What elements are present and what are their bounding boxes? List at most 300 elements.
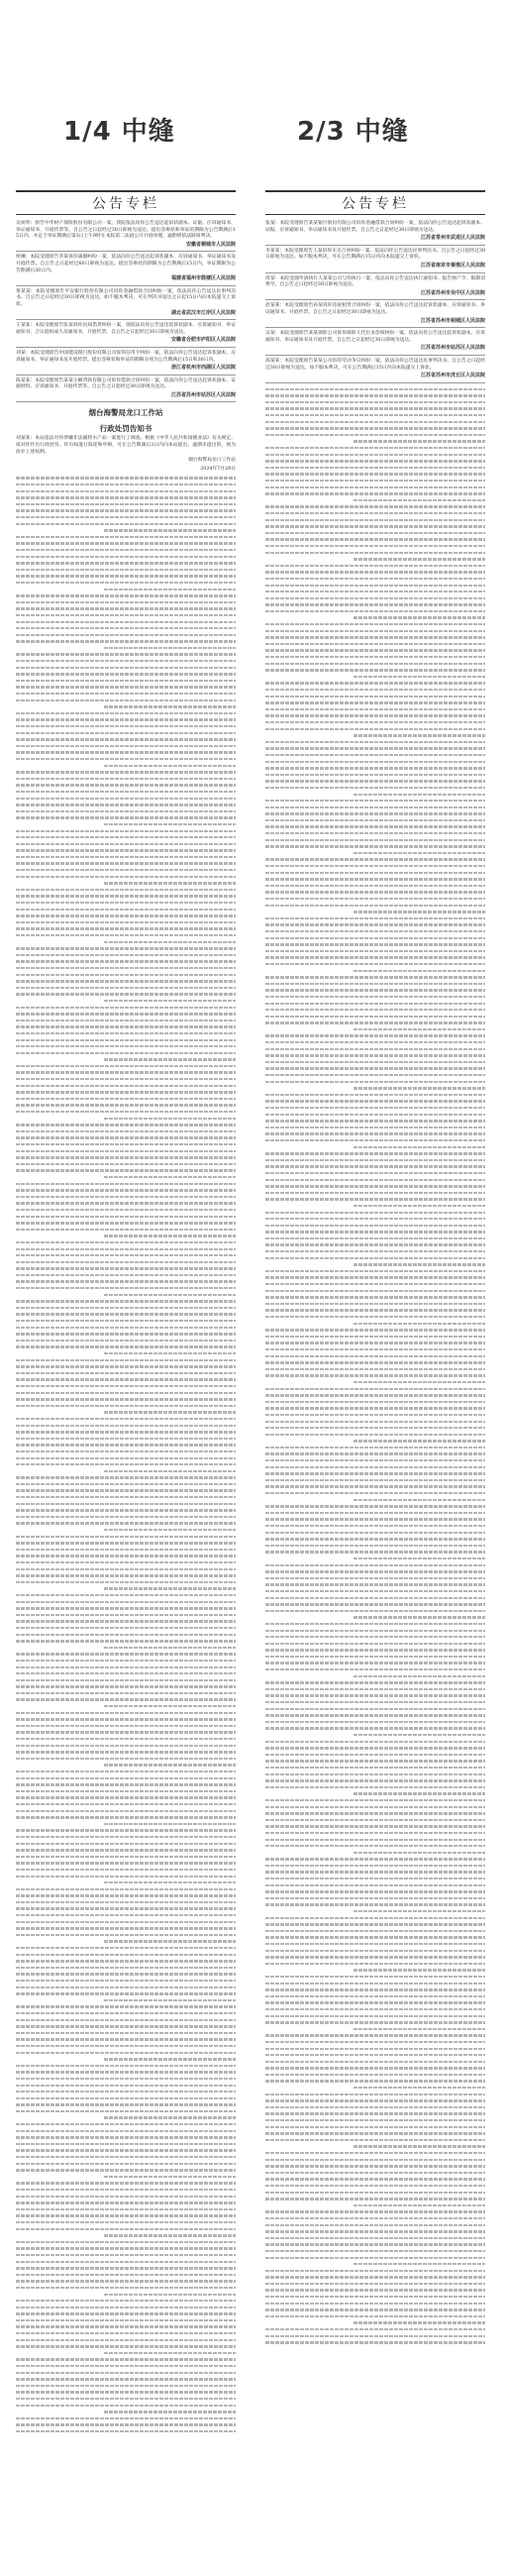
small-print-line	[265, 2326, 485, 2333]
small-print-line	[16, 1109, 236, 1116]
small-print-line	[265, 1072, 485, 1079]
small-print-line	[16, 1376, 236, 1383]
small-print-line	[265, 2163, 485, 2170]
small-print-line	[265, 576, 485, 583]
small-print-line	[354, 497, 485, 504]
small-print-line	[16, 1919, 236, 1926]
small-print-line	[265, 1543, 485, 1550]
small-print-line	[16, 1781, 236, 1788]
small-print-line	[265, 2281, 485, 2288]
small-print-line	[265, 1961, 485, 1968]
small-print-line	[16, 1128, 236, 1135]
small-print-line	[16, 919, 236, 926]
small-print-line	[265, 1503, 485, 1510]
small-print-line	[265, 445, 485, 452]
small-print-line	[16, 874, 236, 881]
notice-divider	[265, 272, 485, 273]
notice-divider	[265, 382, 485, 383]
small-print-line	[16, 2101, 236, 2108]
small-print-line	[16, 723, 236, 730]
small-print-line	[265, 1130, 485, 1137]
small-print-line	[104, 1292, 236, 1299]
small-print-line	[265, 536, 485, 543]
small-print-line	[104, 1938, 236, 1945]
small-print-line	[265, 1523, 485, 1530]
column-body	[16, 221, 236, 2435]
small-print-line	[104, 1468, 236, 1475]
small-print-line	[265, 1863, 485, 1870]
small-print-line	[16, 1723, 236, 1730]
small-print-line	[16, 540, 236, 547]
small-print-line	[265, 1301, 485, 1308]
small-print-line	[265, 2307, 485, 2313]
small-print-line	[16, 1559, 236, 1566]
small-print-line	[16, 1651, 236, 1658]
small-print-line	[265, 1327, 485, 1334]
small-print-line	[354, 1908, 485, 1915]
small-print-line	[265, 458, 485, 465]
small-print-line	[265, 1921, 485, 1928]
small-print-line	[16, 1089, 236, 1096]
small-print-line	[16, 1018, 236, 1024]
small-print-line	[265, 2313, 485, 2320]
small-print-line	[354, 1614, 485, 1621]
small-print-line	[265, 550, 485, 557]
small-print-line	[265, 1647, 485, 1654]
notice-divider	[16, 347, 236, 348]
small-print-line	[104, 2174, 236, 2181]
notice-paragraph: 王某某：本院受理原告张某诉你民间借贷纠纷一案，现依法向你公告送达起诉状副本、应诉通知书、举证通知书、合议庭组成人员通知书、开庭传票。自公告之日起经过30日即视为送达。	[16, 323, 236, 335]
small-print-line	[16, 1461, 236, 1468]
small-print-line	[16, 592, 236, 599]
small-print-line	[354, 1732, 485, 1739]
small-print-line	[16, 1194, 236, 1201]
small-print-line	[265, 1601, 485, 1608]
small-print-line	[265, 1530, 485, 1537]
small-print-line	[16, 501, 236, 508]
small-print-line	[16, 2305, 236, 2311]
small-print-line	[16, 887, 236, 894]
small-print-line	[16, 932, 236, 939]
small-print-line	[16, 1729, 236, 1736]
notice-paragraph: 李某某：本院受理原告王某诉你买卖合同纠纷一案，依法向你公告送达民事判决书。自公告之日起经过30日即视为送达。如不服本判决，可在公告期满后15日内向本院递交上诉状。	[265, 248, 485, 261]
small-print-line	[265, 1445, 485, 1451]
small-print-line	[265, 2137, 485, 2144]
small-print-line	[16, 1436, 236, 1443]
small-print-line	[265, 2046, 485, 2053]
small-print-line	[265, 941, 485, 948]
small-print-line	[265, 1007, 485, 1014]
small-print-line	[265, 412, 485, 419]
small-print-line	[265, 667, 485, 674]
small-print-line	[265, 490, 485, 497]
small-print-line	[16, 658, 236, 665]
small-print-line	[265, 2228, 485, 2235]
small-print-line	[104, 2232, 236, 2239]
small-print-line	[265, 726, 485, 733]
notice-issuer: 江苏省常州市武进区人民法院	[420, 235, 485, 242]
small-print-line	[265, 452, 485, 459]
small-print-line	[16, 1063, 236, 1070]
notice-divider	[265, 299, 485, 300]
small-print-line	[265, 1621, 485, 1628]
small-print-line	[265, 510, 485, 517]
small-print-line	[265, 2333, 485, 2340]
small-print-line	[354, 1438, 485, 1445]
small-print-line	[104, 527, 236, 534]
small-print-line	[265, 1516, 485, 1523]
small-print-line	[16, 907, 236, 913]
small-print-line	[16, 1357, 236, 1364]
small-print-line	[265, 830, 485, 837]
small-print-line	[16, 2128, 236, 2135]
small-print-line	[265, 1112, 485, 1119]
small-print-line	[265, 1915, 485, 1922]
small-print-line	[265, 478, 485, 484]
small-print-line	[265, 2287, 485, 2294]
small-print-line	[265, 1314, 485, 1321]
small-print-line	[16, 1076, 236, 1083]
small-print-line	[16, 2063, 236, 2070]
small-print-line	[354, 2319, 485, 2326]
small-print-line	[16, 2337, 236, 2344]
small-print-line	[16, 2245, 236, 2252]
small-print-line	[16, 860, 236, 867]
small-print-line	[16, 1736, 236, 1743]
small-print-line	[16, 893, 236, 900]
small-print-line	[16, 2154, 236, 2161]
notice-divider	[265, 245, 485, 246]
small-print-line	[16, 1370, 236, 1377]
small-print-line	[265, 1001, 485, 1008]
small-print-text-block	[16, 475, 236, 2434]
small-print-line	[354, 1673, 485, 1680]
small-print-line	[104, 880, 236, 887]
notice-divider	[16, 375, 236, 376]
small-print-line	[354, 968, 485, 975]
small-print-line	[16, 612, 236, 619]
small-print-line	[16, 1905, 236, 1912]
small-print-line	[16, 2219, 236, 2226]
small-print-line	[265, 2117, 485, 2124]
small-print-line	[16, 1318, 236, 1325]
small-print-line	[265, 974, 485, 981]
notice-column-left	[16, 190, 236, 2566]
small-print-line	[16, 2212, 236, 2219]
small-print-line	[265, 1137, 485, 1144]
small-print-line	[354, 2085, 485, 2092]
small-print-line	[16, 1305, 236, 1312]
small-print-line	[16, 1187, 236, 1194]
small-print-line	[104, 1350, 236, 1357]
small-print-line	[16, 482, 236, 488]
small-print-line	[16, 1912, 236, 1919]
small-print-line	[16, 1952, 236, 1959]
small-print-line	[265, 1274, 485, 1281]
small-print-line	[104, 1233, 236, 1239]
small-print-line	[265, 1216, 485, 1223]
small-print-line	[265, 805, 485, 811]
notice-issuer: 江苏省苏州市相城区人民法院	[420, 317, 485, 324]
notice-heading: 行政处罚告知书	[99, 424, 152, 434]
small-print-line	[354, 792, 485, 799]
small-print-line	[16, 867, 236, 874]
small-print-line	[16, 978, 236, 985]
small-print-line	[16, 2323, 236, 2330]
small-print-line	[265, 1856, 485, 1863]
small-print-line	[16, 638, 236, 645]
small-print-line	[16, 1612, 236, 1619]
small-print-line	[265, 563, 485, 570]
small-print-line	[265, 1660, 485, 1666]
notice-issuer: 江苏省苏州市姑苏区人民法院	[420, 345, 485, 352]
small-print-line	[265, 1039, 485, 1046]
small-print-line	[265, 2097, 485, 2104]
small-print-line	[265, 2104, 485, 2111]
small-print-line	[104, 587, 236, 593]
small-print-line	[265, 712, 485, 719]
small-print-line	[16, 1134, 236, 1141]
small-print-line	[104, 763, 236, 770]
small-print-line	[16, 985, 236, 992]
small-print-line	[16, 796, 236, 803]
small-print-line	[16, 1971, 236, 1978]
small-print-line	[16, 1514, 236, 1521]
small-print-line	[265, 1758, 485, 1765]
small-print-line	[16, 2239, 236, 2246]
small-print-line	[16, 1841, 236, 1848]
small-print-line	[265, 1739, 485, 1746]
small-print-line	[16, 736, 236, 743]
small-print-line	[16, 1383, 236, 1390]
small-print-line	[265, 1294, 485, 1301]
small-print-line	[265, 654, 485, 661]
small-print-line	[16, 1246, 236, 1253]
small-print-line	[265, 1974, 485, 1981]
small-print-line	[16, 2278, 236, 2285]
small-print-line	[265, 1425, 485, 1432]
small-print-line	[265, 1196, 485, 1203]
small-print-line	[104, 1703, 236, 1710]
small-print-line	[265, 1797, 485, 1804]
small-print-line	[265, 1477, 485, 1484]
small-print-line	[104, 939, 236, 946]
small-print-line	[16, 1847, 236, 1854]
small-print-line	[16, 2265, 236, 2272]
small-print-line	[16, 1181, 236, 1188]
small-print-line	[104, 2056, 236, 2063]
small-print-line	[265, 1575, 485, 1582]
small-print-line	[354, 2202, 485, 2209]
small-print-line	[16, 605, 236, 612]
small-print-line	[16, 534, 236, 541]
column-body	[265, 221, 485, 2346]
notice-issuer: 安徽省桐城市人民法院	[185, 241, 236, 248]
small-print-line	[265, 2150, 485, 2157]
notice-paragraph: 张某：本院受理原告某某银行股份有限公司诉你金融借款合同纠纷一案，依法向你公告送达起诉状副本、证据、应诉通知书、举证通知书及开庭传票。自公告之日起经过30日即视为送达。	[265, 221, 485, 233]
small-print-line	[16, 2226, 236, 2233]
small-print-line	[265, 1105, 485, 1112]
small-print-line	[265, 752, 485, 759]
small-print-line	[16, 2141, 236, 2148]
small-print-line	[16, 1474, 236, 1481]
small-print-line	[265, 823, 485, 830]
small-print-line	[265, 399, 485, 406]
small-print-line	[265, 2032, 485, 2039]
small-print-line	[16, 912, 236, 919]
small-print-line	[16, 1814, 236, 1821]
small-print-line	[265, 1065, 485, 1072]
small-print-line	[265, 863, 485, 870]
small-print-line	[16, 1442, 236, 1449]
small-print-line	[265, 1510, 485, 1517]
small-print-line	[354, 2261, 485, 2268]
small-print-text-block	[265, 386, 485, 2346]
small-print-line	[16, 1083, 236, 1090]
small-print-line	[16, 521, 236, 528]
small-print-line	[265, 1934, 485, 1941]
small-print-line	[16, 547, 236, 554]
small-print-line	[265, 1654, 485, 1661]
small-print-line	[16, 2167, 236, 2174]
small-print-line	[16, 1756, 236, 1763]
small-print-line	[16, 1214, 236, 1221]
small-print-line	[265, 589, 485, 595]
small-print-line	[16, 841, 236, 848]
notice-paragraph: 吴某：本院受理原告某某保险公司诉你保险人代位求偿权纠纷一案，依法向你公告送达起诉状副本、应诉通知书、举证通知书及开庭传票。自公告之日起经过30日即视为送达。	[265, 331, 485, 343]
small-print-line	[265, 2092, 485, 2098]
small-print-line	[16, 1925, 236, 1932]
small-print-line	[265, 386, 485, 393]
small-print-line	[16, 2363, 236, 2370]
small-print-line	[16, 1520, 236, 1527]
small-print-line	[16, 488, 236, 495]
small-print-line	[265, 739, 485, 746]
small-print-line	[354, 850, 485, 857]
small-print-line	[265, 981, 485, 988]
small-print-line	[16, 1801, 236, 1808]
small-print-line	[16, 1403, 236, 1410]
small-print-line	[265, 1536, 485, 1543]
small-print-line	[16, 2050, 236, 2057]
small-print-line	[265, 1223, 485, 1230]
small-print-line	[265, 432, 485, 439]
small-print-line	[265, 1719, 485, 1726]
small-print-line	[354, 1203, 485, 1210]
small-print-line	[265, 961, 485, 968]
small-print-line	[265, 1190, 485, 1197]
small-print-line	[265, 1999, 485, 2006]
small-print-line	[265, 1281, 485, 1288]
small-print-line	[16, 776, 236, 783]
small-print-line	[265, 1419, 485, 1426]
small-print-line	[354, 556, 485, 563]
small-print-line	[265, 1595, 485, 1602]
small-print-line	[265, 1752, 485, 1759]
small-print-line	[265, 2019, 485, 2026]
small-print-line	[16, 1449, 236, 1455]
small-print-line	[354, 1379, 485, 1386]
small-print-line	[16, 1540, 236, 1547]
small-print-line	[265, 1745, 485, 1752]
small-print-line	[16, 972, 236, 979]
small-print-line	[16, 1050, 236, 1057]
small-print-line	[16, 1148, 236, 1155]
small-print-line	[265, 987, 485, 994]
small-print-line	[265, 1666, 485, 1673]
small-print-line	[265, 1059, 485, 1066]
small-print-line	[16, 1507, 236, 1514]
small-print-line	[16, 2030, 236, 2037]
small-print-line	[265, 1092, 485, 1099]
small-print-line	[16, 743, 236, 750]
small-print-line	[16, 2083, 236, 2090]
notice-paragraph: 黄某某：本院受理原告平安银行股份有限公司诉你金融借款合同纠纷一案，依法向你公告送达民事判决书。自公告之日起经过30日即视为送达。如不服本判决，可在判决书送达之日起15日内向本院递交上诉状。	[16, 288, 236, 307]
small-print-line	[265, 687, 485, 694]
small-print-line	[16, 678, 236, 685]
small-print-line	[265, 1470, 485, 1477]
notice-divider	[16, 251, 236, 252]
small-print-line	[16, 1553, 236, 1559]
small-print-line	[16, 1945, 236, 1952]
notice-paragraph: 陈某某：本院受理原告某某小额贷款有限公司诉你借款合同纠纷一案，依法向你公告送达起诉状副本、证据材料、应诉通知书、开庭传票等。自公告之日起经过30日即视为送达。	[16, 377, 236, 390]
notice-paragraph: 郑某某：本院受理原告某某公司诉你劳动争议纠纷一案，依法向你公告送达民事判决书。自公告之日起经过30日即视为送达。如不服本判决，可在公告期满后15日内向本院递交上诉状。	[265, 358, 485, 371]
small-print-line	[354, 909, 485, 915]
small-print-line	[265, 2208, 485, 2215]
small-print-line	[354, 438, 485, 445]
small-print-line	[265, 1490, 485, 1497]
small-print-line	[354, 1790, 485, 1797]
small-print-line	[16, 1658, 236, 1664]
small-print-line	[265, 1830, 485, 1837]
small-print-line	[16, 1023, 236, 1030]
small-print-line	[265, 1359, 485, 1366]
small-print-line	[265, 1817, 485, 1824]
small-print-line	[104, 1585, 236, 1592]
small-print-line	[104, 2409, 236, 2415]
small-print-line	[265, 2065, 485, 2072]
notice-heading: 烟台海警局龙口工作站	[88, 408, 163, 418]
small-print-line	[265, 928, 485, 935]
small-print-line	[16, 1043, 236, 1050]
small-print-line	[16, 1670, 236, 1677]
small-print-line	[265, 1366, 485, 1373]
small-print-line	[16, 1343, 236, 1350]
small-print-line	[265, 798, 485, 805]
small-print-line	[16, 1390, 236, 1397]
notice-divider	[16, 319, 236, 320]
notice-issuer: 湖北省武汉市江岸区人民法院	[170, 309, 236, 316]
notice-issuer: 江苏省苏州市吴中区人民法院	[420, 289, 485, 296]
small-print-line	[265, 948, 485, 955]
small-print-line	[16, 494, 236, 501]
small-print-line	[265, 601, 485, 608]
small-print-line	[16, 2415, 236, 2422]
small-print-line	[265, 1641, 485, 1648]
small-print-line	[265, 419, 485, 426]
small-print-line	[265, 2301, 485, 2308]
small-print-line	[16, 1239, 236, 1246]
small-print-line	[16, 507, 236, 514]
small-print-line	[265, 954, 485, 961]
small-print-line	[265, 1346, 485, 1353]
small-print-line	[16, 1311, 236, 1318]
small-print-line	[265, 1882, 485, 1889]
small-print-line	[265, 1634, 485, 1641]
small-print-line	[16, 2356, 236, 2363]
small-print-line	[16, 1096, 236, 1103]
small-print-line	[265, 2274, 485, 2281]
